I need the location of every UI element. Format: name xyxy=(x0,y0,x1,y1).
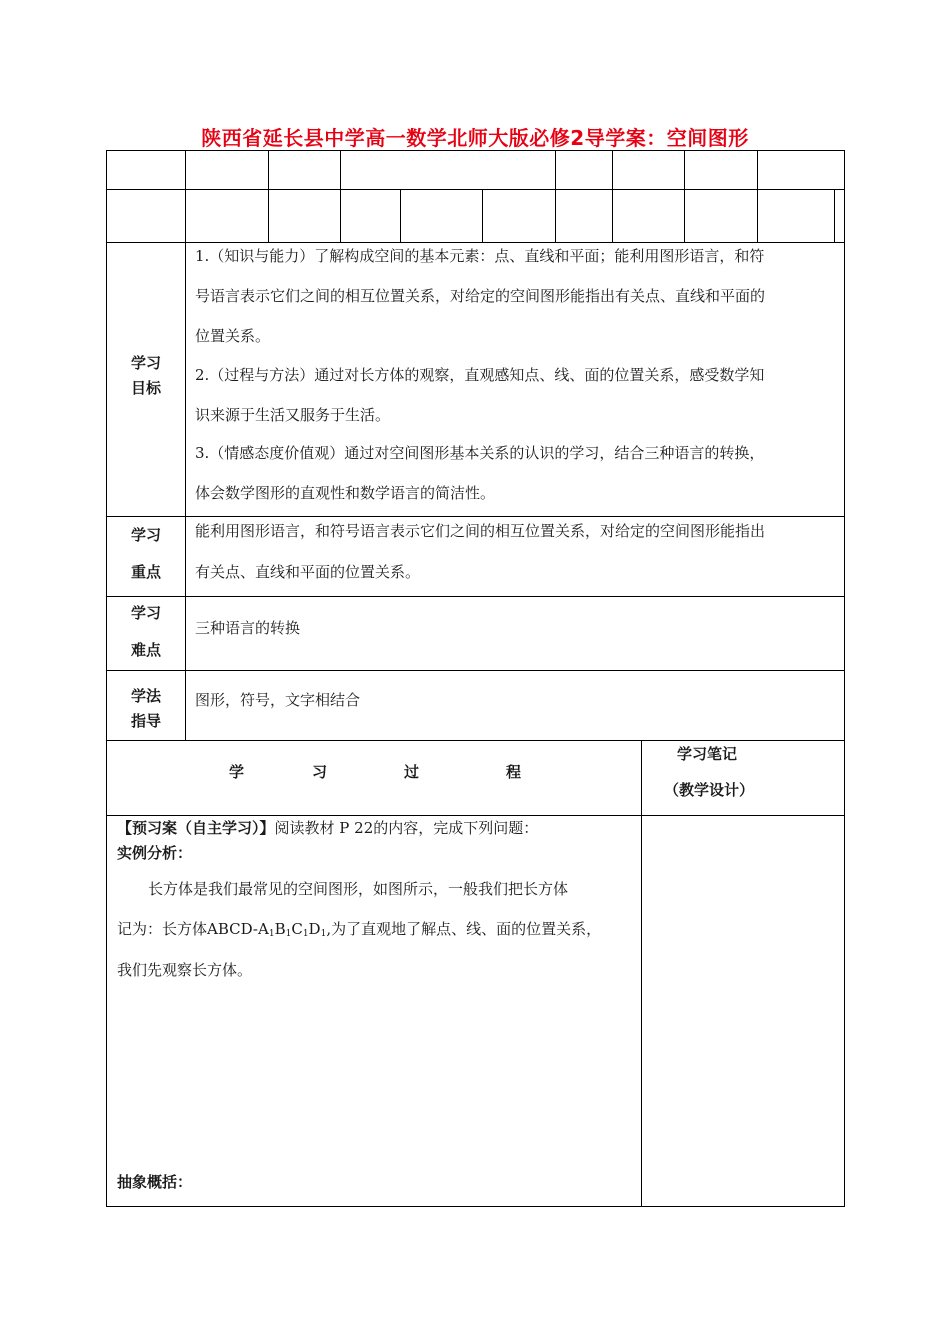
preview-heading-line xyxy=(117,818,538,838)
method-text: 图形，符号，文字相结合 xyxy=(195,691,361,709)
objectives-line: 2.（过程与方法）通过对长方体的观察，直观感知点、线、面的位置关系，感受数学知 xyxy=(195,366,765,384)
objectives-label: 学习 目标 xyxy=(130,354,161,397)
difficulties-label: 学习 难点 xyxy=(130,604,161,659)
method-label: 学法 指导 xyxy=(130,687,161,730)
preview-paragraph-line: 我们先观察长方体。 xyxy=(117,961,253,979)
difficulties-text: 三种语言的转换 xyxy=(195,619,301,637)
key-points-label: 学习 重点 xyxy=(130,526,161,581)
preview-intro: 阅读教材 P 22的内容，完成下列问题： xyxy=(274,819,539,837)
objectives-line: 识来源于生活又服务于生活。 xyxy=(195,406,391,424)
objectives-line: 体会数学图形的直观性和数学语言的简洁性。 xyxy=(195,484,496,502)
preview-paragraph-line: 记为：长方体ABCD-$A_1B_1C_1D_1$,为了直观地了解点、线、面的位置关系， xyxy=(117,920,602,939)
key-points-line: 能利用图形语言，和符号语言表示它们之间的相互位置关系，对给定的空间图形能指出 xyxy=(195,522,766,540)
example-heading: 实例分析： xyxy=(117,844,193,862)
objectives-line: 位置关系。 xyxy=(195,327,271,345)
preview-heading: 【预习案（自主学习）】 xyxy=(117,819,275,837)
abstract-heading: 抽象概括： xyxy=(117,1173,193,1191)
objectives-line: 号语言表示它们之间的相互位置关系，对给定的空间图形能指出有关点、直线和平面的 xyxy=(195,287,766,305)
page-title: 陕西省延长县中学高一数学北师大版必修2导学案：空间图形 xyxy=(201,126,749,150)
preview-paragraph-line: 长方体是我们最常见的空间图形，如图所示，一般我们把长方体 xyxy=(148,880,569,898)
objectives-line: 3.（情感态度价值观）通过对空间图形基本关系的认识的学习，结合三种语言的转换， xyxy=(195,444,765,462)
objectives-line: 1.（知识与能力）了解构成空间的基本元素：点、直线和平面；能利用图形语言，和符 xyxy=(195,247,765,265)
key-points-line: 有关点、直线和平面的位置关系。 xyxy=(195,563,421,581)
